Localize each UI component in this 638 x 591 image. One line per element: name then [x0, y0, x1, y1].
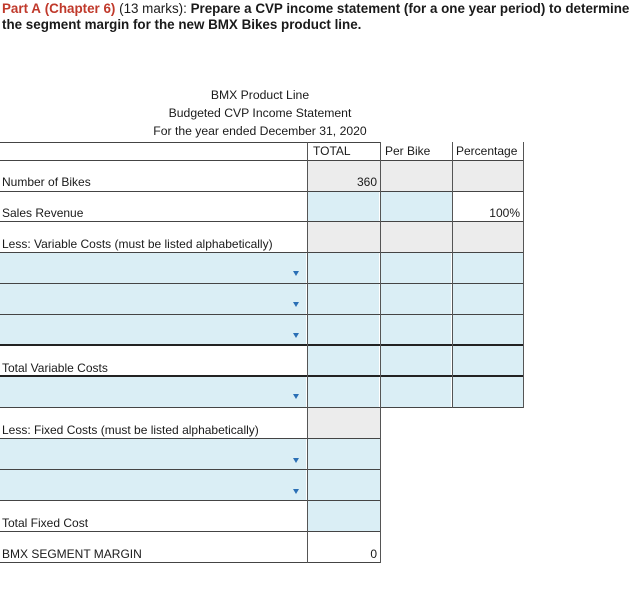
variable-cost-1-total-input[interactable] — [308, 253, 380, 283]
contribution-select[interactable] — [0, 377, 306, 407]
row-label-number-of-bikes: Number of Bikes — [2, 175, 91, 189]
variable-heading-fill — [308, 222, 523, 253]
row-label-variable-costs-heading: Less: Variable Costs (must be listed alphabetically) — [2, 237, 273, 251]
contribution-per-bike-input[interactable] — [380, 377, 452, 407]
row-rule — [0, 252, 524, 253]
variable-cost-select-2[interactable] — [0, 284, 306, 314]
column-rule — [307, 142, 308, 563]
statement-period: For the year ended December 31, 2020 — [153, 124, 367, 138]
row-label-total-variable-costs: Total Variable Costs — [2, 361, 108, 375]
column-header-percentage: Percentage — [456, 144, 518, 158]
row-rule — [0, 407, 524, 408]
contribution-total-input[interactable] — [308, 377, 380, 407]
row-label-fixed-costs-heading: Less: Fixed Costs (must be listed alphabetically) — [2, 423, 259, 437]
chevron-down-icon[interactable] — [293, 458, 299, 463]
row-rule-thick — [0, 375, 524, 377]
segment-margin-total-value: 0 — [370, 547, 377, 561]
chevron-down-icon[interactable] — [293, 394, 299, 399]
contribution-percentage-input[interactable] — [452, 377, 523, 407]
part-label: Part A (Chapter 6) — [2, 1, 116, 16]
table-bottom-rule — [0, 562, 381, 563]
variable-cost-3-total-input[interactable] — [308, 315, 380, 345]
variable-cost-select-3[interactable] — [0, 315, 306, 345]
row-rule — [0, 314, 524, 315]
header-bottom-rule — [0, 160, 524, 161]
row-rule — [0, 469, 381, 470]
question-prompt: Prepare a CVP income statement (for a one year period) to determine the segment margin for the new BMX Bikes product line. — [2, 1, 630, 32]
fixed-heading-fill — [308, 407, 380, 438]
column-rule — [452, 142, 453, 408]
row-rule — [0, 191, 524, 192]
chevron-down-icon[interactable] — [293, 489, 299, 494]
chevron-down-icon[interactable] — [293, 302, 299, 307]
variable-cost-1-per-bike-input[interactable] — [380, 253, 452, 283]
total-variable-inputs[interactable] — [308, 345, 523, 376]
column-header-per-bike: Per Bike — [385, 144, 431, 158]
row-rule-thick — [0, 344, 524, 346]
variable-cost-3-per-bike-input[interactable] — [380, 315, 452, 345]
chevron-down-icon[interactable] — [293, 333, 299, 338]
column-rule — [380, 142, 381, 563]
fixed-cost-2-total-input[interactable] — [308, 470, 380, 500]
variable-cost-3-percentage-input[interactable] — [452, 315, 523, 345]
row-label-total-fixed-cost: Total Fixed Cost — [2, 516, 89, 530]
chevron-down-icon[interactable] — [293, 271, 299, 276]
question-text — [2, 1, 636, 33]
variable-cost-2-total-input[interactable] — [308, 284, 380, 314]
sales-percentage-value: 100% — [489, 206, 520, 220]
variable-cost-2-per-bike-input[interactable] — [380, 284, 452, 314]
variable-cost-2-percentage-input[interactable] — [452, 284, 523, 314]
column-rule — [523, 142, 524, 408]
variable-cost-1-percentage-input[interactable] — [452, 253, 523, 283]
sales-total-input[interactable] — [308, 192, 380, 222]
fixed-cost-select-1[interactable] — [0, 439, 306, 469]
fixed-cost-select-2[interactable] — [0, 470, 306, 500]
bikes-total-value: 360 — [356, 175, 377, 189]
total-fixed-input[interactable] — [308, 500, 380, 531]
row-label-segment-margin: BMX SEGMENT MARGIN — [2, 547, 142, 561]
statement-title: BMX Product Line — [210, 88, 310, 102]
table-top-rule — [0, 142, 381, 143]
variable-cost-select-1[interactable] — [0, 253, 306, 283]
column-header-total: TOTAL — [313, 144, 351, 158]
row-label-sales-revenue: Sales Revenue — [2, 206, 84, 220]
row-rule — [0, 283, 524, 284]
sales-per-bike-input[interactable] — [380, 192, 452, 222]
fixed-cost-1-total-input[interactable] — [308, 439, 380, 469]
row-rule — [0, 500, 381, 501]
row-rule — [0, 531, 381, 532]
statement-subtitle: Budgeted CVP Income Statement — [168, 106, 352, 120]
row-rule — [0, 438, 381, 439]
marks-label: (13 marks): — [119, 1, 187, 16]
row-rule — [0, 221, 524, 222]
